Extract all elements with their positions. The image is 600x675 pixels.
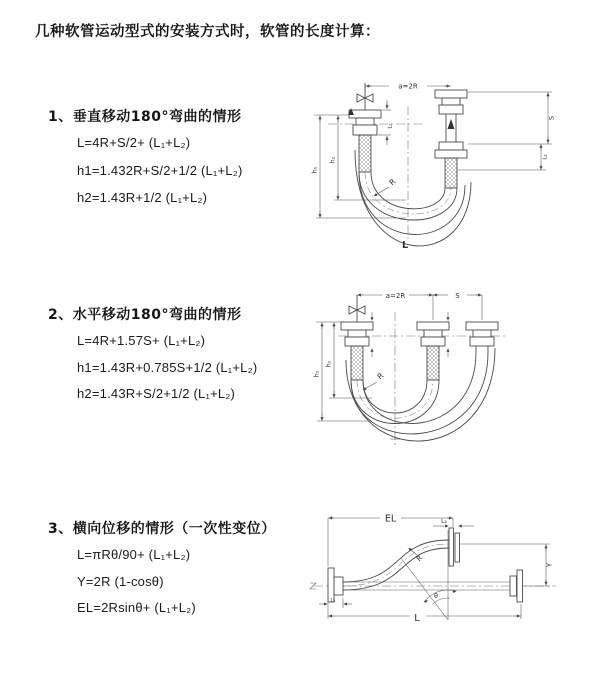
dim-h2-label: h₂ [329, 156, 337, 164]
dim-s-label: S [455, 292, 460, 300]
valve-icon [357, 83, 373, 110]
section1-heading: 1、垂直移动180°弯曲的情形 [48, 109, 242, 125]
dim-l1-label: L₁ [387, 123, 394, 129]
dim-a2r-label: a=2R [385, 292, 406, 300]
dim-h1-label: h₁ [311, 166, 319, 174]
section1-formula-h1: h1=1.432R+S/2+1/2 (L₁+L₂) [77, 163, 243, 178]
horizontal-travel-180-bend-diagram [312, 282, 597, 467]
dim-s-label: S [547, 115, 556, 121]
section1-formula-h2: h2=1.43R+1/2 (L₁+L₂) [77, 190, 208, 205]
dim-l2-label: L₂ [542, 154, 549, 160]
dim-h1-label: h₁ [313, 370, 321, 378]
lateral-displacement-diagram [300, 498, 600, 648]
vertical-travel-180-bend-diagram [310, 70, 590, 255]
dim-el-label: EL [384, 513, 397, 525]
dim-h2-label: h₂ [325, 360, 333, 368]
section3-formula-EL: EL=2Rsinθ+ (L₁+L₂) [77, 600, 196, 615]
radius-label: R [375, 370, 386, 382]
section2-formula-L: L=4R+1.57S+ (L₁+L₂) [77, 333, 206, 348]
section2-formula-h1: h1=1.43R+0.785S+1/2 (L₁+L₂) [77, 360, 258, 375]
section2-formula-h2: h2=1.43R+S/2+1/2 (L₁+L₂) [77, 386, 236, 401]
dim-theta-label: θ [434, 592, 438, 600]
radius-label: R [415, 554, 425, 564]
section3-heading: 3、横向位移的情形（一次性变位） [48, 521, 276, 537]
dim-l2-label: L₂ [441, 518, 447, 525]
dim-l-label: L [414, 613, 420, 624]
radius-label: R [387, 176, 398, 188]
dim-y-label: Y [545, 562, 554, 568]
section3-formula-L: L=πRθ/90+ (L₁+L₂) [77, 547, 191, 562]
valve-icon [349, 295, 365, 322]
page-title: 几种软管运动型式的安装方式时，软管的长度计算： [35, 24, 380, 40]
dim-a2r-label: a=2R [398, 82, 418, 91]
section3-formula-Y: Y=2R (1-cosθ) [77, 574, 164, 589]
dim-l-label: L [401, 240, 409, 251]
dim-l1-label: L₁ [330, 598, 336, 604]
section1-formula-L: L=4R+S/2+ (L₁+L₂) [77, 135, 191, 150]
section2-heading: 2、水平移动180°弯曲的情形 [48, 307, 242, 323]
